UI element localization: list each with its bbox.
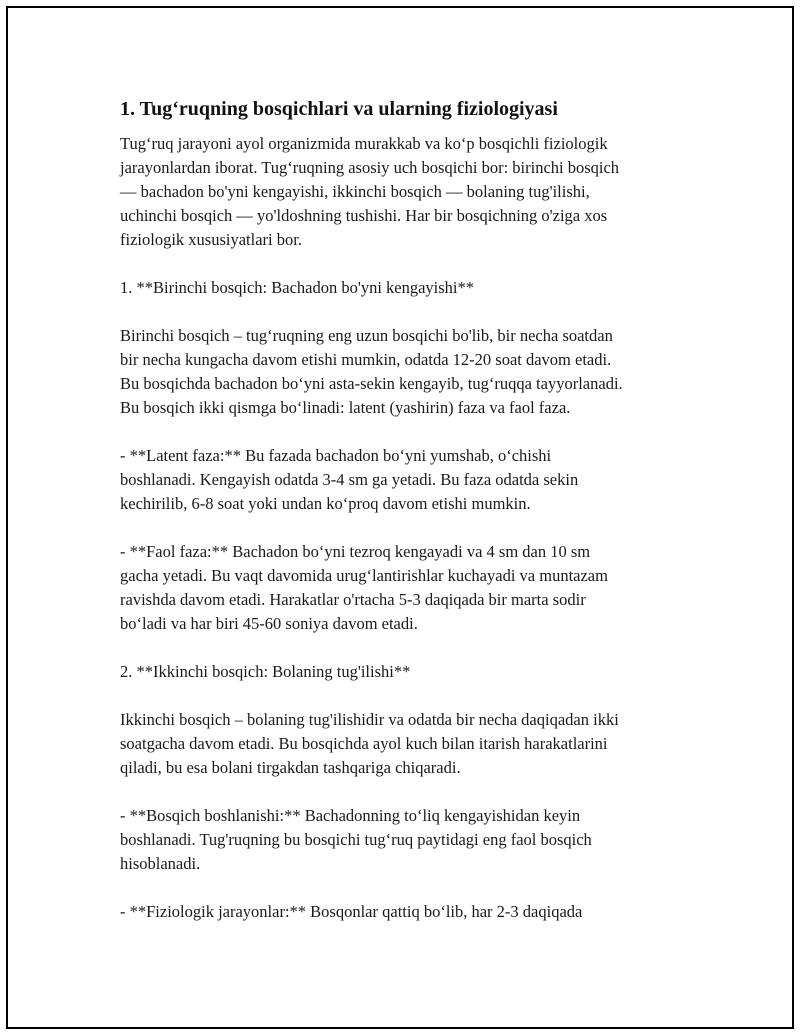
- document-body: [120, 96, 700, 948]
- section-heading-first-stage: 1. **Birinchi bosqich: Bachadon bo'yni kengayishi**: [120, 278, 475, 297]
- paragraph-second-stage: Ikkinchi bosqich – bolaning tug'ilishidir va odatda bir necha daqiqadan ikki soatgacha davom etadi. Bu bosqichda ayol kuch bilan itarish harakatlarini qiladi, bu esa bolani tirgakdan tashqariga chiqaradi.: [120, 710, 619, 777]
- document-page: [6, 6, 794, 1029]
- document-title: 1. Tug‘ruqning bosqichlari va ularning fiziologiyasi: [120, 98, 558, 120]
- paragraph-physiological-processes: - **Fiziologik jarayonlar:** Bosqonlar qattiq bo‘lib, har 2-3 daqiqada: [120, 902, 583, 921]
- paragraph-active-phase: - **Faol faza:** Bachadon bo‘yni tezroq kengayadi va 4 sm dan 10 sm gacha yetadi. Bu vaqt davomida urug‘lantirishlar kuchayadi va muntazam ravishda davom etadi. Harakatlar o'rtacha 5-3 daqiqada bir marta sodir bo‘ladi va har biri 45-60 soniya davom etadi.: [120, 542, 608, 633]
- section-heading-second-stage: 2. **Ikkinchi bosqich: Bolaning tug'ilishi**: [120, 662, 411, 681]
- paragraph-first-stage: Birinchi bosqich – tug‘ruqning eng uzun bosqichi bo'lib, bir necha soatdan bir necha kungacha davom etishi mumkin, odatda 12-20 soat davom etadi. Bu bosqichda bachadon bo‘yni asta-sekin kengayib, tug‘ruqqa tayyorlanadi. Bu bosqich ikki qismga bo‘linadi: latent (yashirin) faza va faol faza.: [120, 326, 623, 417]
- paragraph-stage-start: - **Bosqich boshlanishi:** Bachadonning to‘liq kengayishidan keyin boshlanadi. Tug'ruqning bu bosqichi tug‘ruq paytidagi eng faol bosqich hisoblanadi.: [120, 806, 592, 873]
- paragraph-latent-phase: - **Latent faza:** Bu fazada bachadon bo‘yni yumshab, o‘chishi boshlanadi. Kengayish odatda 3-4 sm ga yetadi. Bu faza odatda sekin kechirilib, 6-8 soat yoki undan ko‘proq davom etishi mumkin.: [120, 446, 579, 513]
- paragraph-intro: Tug‘ruq jarayoni ayol organizmida murakkab va ko‘p bosqichli fiziologik jarayonlardan iborat. Tug‘ruqning asosiy uch bosqichi bor: birinchi bosqich — bachadon bo'yni kengayishi, ikkinchi bosqich — bolaning tug'ilishi, uchinchi bosqich — yo'ldoshning tushishi. Har bir bosqichning o'ziga xos fiziologik xususiyatlari bor.: [120, 134, 620, 249]
